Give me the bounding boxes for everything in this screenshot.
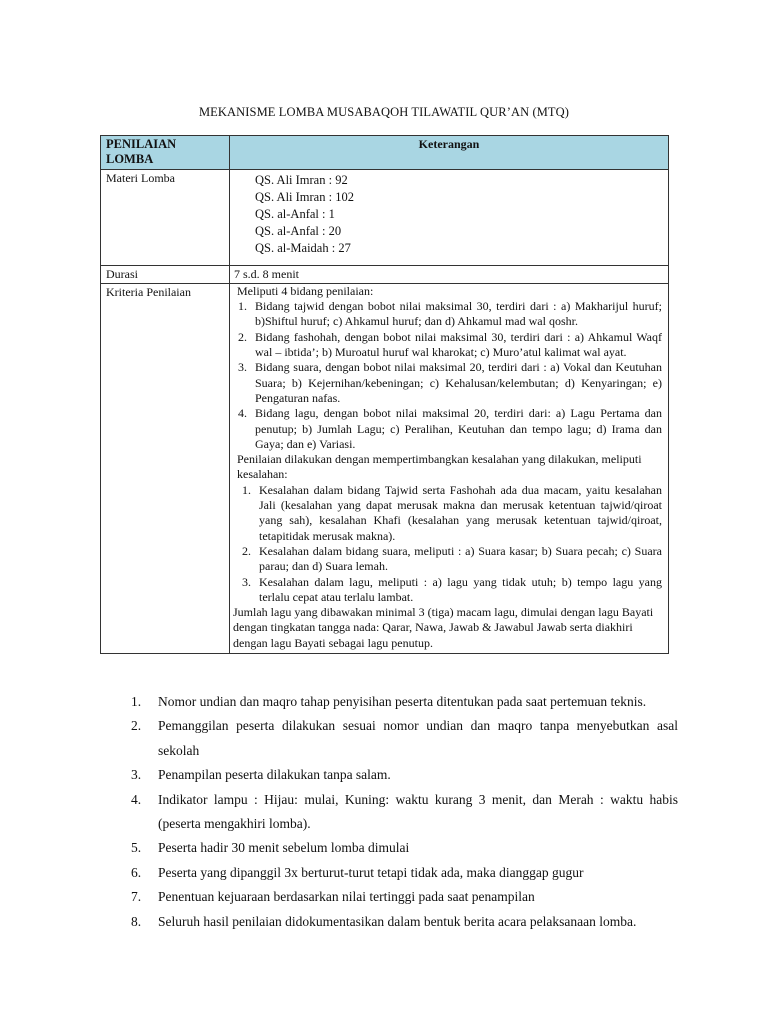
table-row-materi (101, 169, 669, 265)
durasi-label-cell: Durasi (101, 265, 230, 283)
list-item: 8. Seluruh hasil penilaian didokumentasikan dalam bentuk berita acara pelaksanaan lomba. (131, 913, 637, 929)
kriteria-closing: Jumlah lagu yang dibawakan minimal 3 (tiga) macam lagu, dimulai dengan lagu Bayati dengan tingkatan tangga nada: Qarar, Nawa, Jawab & Jawabul Jawab serta diakhiri dengan lagu Bayati sebagai lagu penutup. (233, 605, 654, 650)
kriteria-value-cell (230, 283, 669, 653)
list-item: 6. Peserta yang dipanggil 3x berturut-turut tetapi tidak ada, maka dianggap gugur (131, 864, 584, 880)
kriteria-content (230, 284, 668, 653)
materi-item: QS. Ali Imran : 92 (255, 172, 348, 187)
materi-item: QS. Ali Imran : 102 (255, 189, 354, 204)
list-item: 7. Penentuan kejuaraan berdasarkan nilai tertinggi pada saat penampilan (131, 889, 535, 905)
materi-item: QS. al-Maidah : 27 (255, 240, 351, 255)
header-keterangan: Keterangan (230, 136, 669, 170)
bidang-list (233, 299, 664, 452)
materi-label-cell: Materi Lomba (101, 169, 230, 265)
kesalahan-list (233, 483, 664, 605)
list-item: 1. Kesalahan dalam bidang Tajwid serta Fashohah ada dua macam, yaitu kesalahan Jali (kesalahan yang dapat merusak makna dan merusak ketentuan tajwid/qiroat yang sah), kesalahan Khafi (kesalahan yang merusak ketentuan tajwid/qiroat, tetapitidak merusak makna). (242, 482, 662, 543)
header-penilaian: PENILAIAN LOMBA (101, 136, 230, 170)
kriteria-intro: Meliputi 4 bidang penilaian: (237, 283, 374, 298)
materi-list (230, 170, 668, 265)
list-item: 2. Kesalahan dalam bidang suara, meliputi : a) Suara kasar; b) Suara pecah; c) Suara parau; dan d) Suara lemah. (242, 543, 662, 574)
list-item: 1. Bidang tajwid dengan bobot nilai maksimal 30, terdiri dari : a) Makharijul huruf; b)Shiftul huruf; c) Ahkamul huruf; dan d) Ahkamul mad wal qoshr. (238, 299, 662, 329)
list-item: 3. Penampilan peserta dilakukan tanpa salam. (131, 767, 391, 783)
durasi-value-cell: 7 s.d. 8 menit (230, 265, 669, 283)
list-item: 4. Bidang lagu, dengan bobot nilai maksimal 20, terdiri dari: a) Lagu Pertama dan penutup; b) Jumlah Lagu; c) Peralihan, Keutuhan dan tempo lagu; d) Irama dan Gaya; dan e) Variasi. (238, 406, 662, 451)
assessment-table (100, 135, 669, 654)
list-item: 3. Kesalahan dalam lagu, meliputi : a) lagu yang tidak utuh; b) tempo lagu yang terlalu cepat atau terlalu lambat. (242, 574, 662, 604)
list-item: 3. Bidang suara, dengan bobot nilai maksimal 20, terdiri dari : a) Vokal dan Keutuhan Suara; b) Kejernihan/kebeningan; c) Kehalusan/kelembutan; d) Kenyaringan; e) Pengaturan nafas. (238, 360, 662, 405)
table-header-row (101, 136, 669, 170)
list-item: 2. Pemanggilan peserta dilakukan sesuai nomor undian dan maqro tanpa menyebutkan asal sekolah (131, 718, 678, 758)
list-item: 5. Peserta hadir 30 menit sebelum lomba dimulai (131, 840, 410, 856)
list-item: 2. Bidang fashohah, dengan bobot nilai maksimal 30, terdiri dari : a) Ahkamul Waqf wal – ibtida’; b) Muroatul huruf wal kharokat; c) Muro’atul kalimat wal ayat. (238, 329, 662, 360)
table-row-durasi (101, 265, 669, 283)
materi-item: QS. al-Anfal : 1 (255, 206, 335, 221)
rules-list (131, 690, 678, 934)
materi-item: QS. al-Anfal : 20 (255, 223, 342, 238)
table-row-kriteria (101, 283, 669, 653)
kesalahan-intro: Penilaian dilakukan dengan mempertimbangkan kesalahan yang dilakukan, meliputi kesalahan: (237, 452, 642, 482)
list-item: 4. Indikator lampu : Hijau: mulai, Kuning: waktu kurang 3 menit, dan Merah : waktu habis (peserta mengakhiri lomba). (131, 791, 678, 832)
document-title: MEKANISME LOMBA MUSABAQOH TILAWATIL QUR’AN (MTQ) (198, 105, 570, 119)
materi-value-cell (230, 169, 669, 265)
kriteria-label-cell: Kriteria Penilaian (101, 283, 230, 653)
list-item: 1. Nomor undian dan maqro tahap penyisihan peserta ditentukan pada saat pertemuan teknis. (131, 694, 647, 709)
